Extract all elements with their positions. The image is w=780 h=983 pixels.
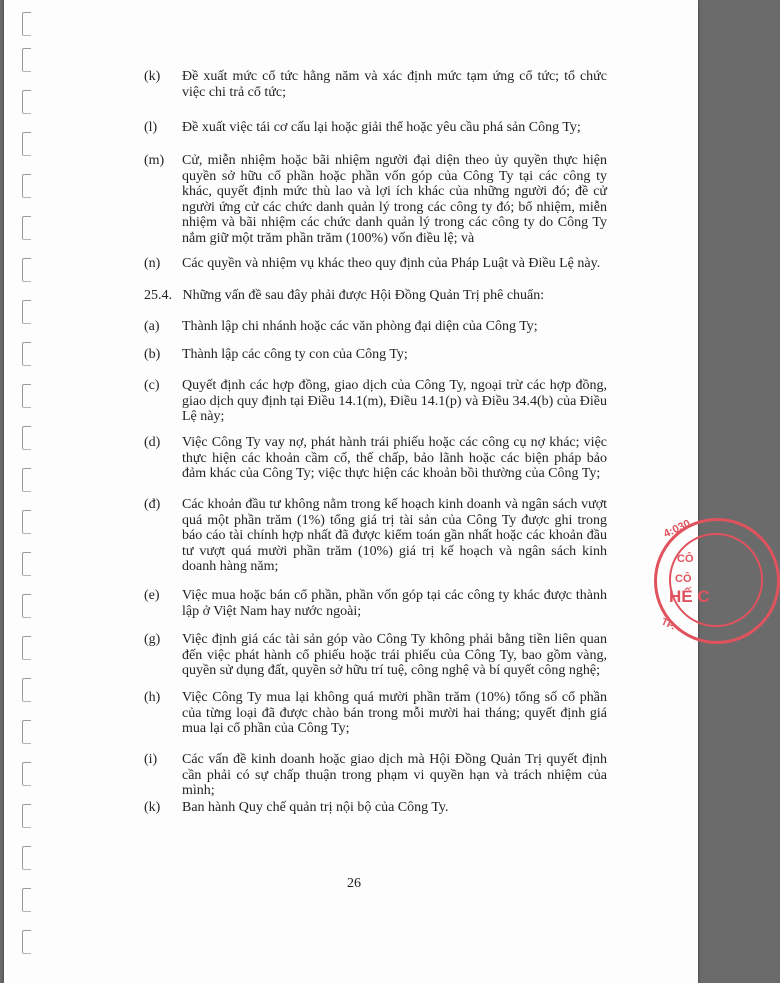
section-title: 25.4. Những vấn đề sau đây phải được Hội Đồng Quản Trị phê chuẩn: <box>144 288 545 303</box>
item-text: Các vấn đề kinh doanh hoặc giao dịch mà Hội Đồng Quản Trị quyết định cần phải có sự chấp thuận trong phạm vi quyền hạn và trách nhiệm của mình; <box>182 752 607 798</box>
item-label: (đ) <box>144 497 161 512</box>
binding-hole <box>22 258 31 282</box>
binding-hole <box>22 174 31 198</box>
item-label: (i) <box>144 752 158 767</box>
item-text: Việc Công Ty mua lại không quá mười phần trăm (10%) tổng số cổ phần của từng loại đã được chào bán trong mỗi mười hai tháng; quyết định giá mua lại cổ phần của Công Ty; <box>182 690 607 736</box>
binding-holes <box>18 0 34 983</box>
binding-hole <box>22 426 31 450</box>
item-text: Các khoản đầu tư không nằm trong kế hoạch kinh doanh và ngân sách vượt quá một phần trăm (1%) tổng giá trị tài sản của Công Ty được ghi trong báo cáo tài chính hợp nhất đã được kiểm toán gần nhất hoặc các khoản đầu tư vượt quá mười phần trăm (10%) giá trị kế hoạch và ngân sách kinh doanh hàng năm; <box>182 497 607 574</box>
company-seal-stamp <box>654 518 780 644</box>
seal-text: 4:030 <box>661 517 693 541</box>
binding-hole <box>22 762 31 786</box>
binding-hole <box>22 384 31 408</box>
item-text: Cử, miễn nhiệm hoặc bãi nhiệm người đại diện theo ủy quyền thực hiện quyền sở hữu cổ phần hoặc phần vốn góp của Công Ty tại các công ty khác, quyết định mức thù lao và lợi ích khác của những người đó; đề cử người ứng cử các chức danh quản lý trong các công ty đó; bổ nhiệm, miễn nhiệm và bãi nhiệm các chức danh quản lý trong các công ty do Công Ty nắm giữ một trăm phần trăm (100%) vốn điều lệ; và <box>182 153 607 246</box>
binding-hole <box>22 216 31 240</box>
binding-hole <box>22 300 31 324</box>
item-text: Đề xuất mức cổ tức hằng năm và xác định mức tạm ứng cổ tức; tổ chức việc chi trả cổ tức; <box>182 69 607 100</box>
binding-hole <box>22 930 31 954</box>
binding-hole <box>22 552 31 576</box>
item-label: (b) <box>144 347 161 362</box>
binding-hole <box>22 132 31 156</box>
item-label: (k) <box>144 800 161 815</box>
item-label: (c) <box>144 378 160 393</box>
seal-text: HẾ C <box>669 587 710 606</box>
seal-text: CÔ <box>677 553 694 565</box>
binding-hole <box>22 846 31 870</box>
item-label: (e) <box>144 588 160 603</box>
item-label: (m) <box>144 153 165 168</box>
item-text: Thành lập chi nhánh hoặc các văn phòng đại diện của Công Ty; <box>182 319 538 334</box>
item-text: Đề xuất việc tái cơ cấu lại hoặc giải thể hoặc yêu cầu phá sản Công Ty; <box>182 120 581 135</box>
page-number: 26 <box>347 876 361 891</box>
item-text: Việc định giá các tài sản góp vào Công Ty không phải bằng tiền liên quan đến việc phát hành cổ phiếu hoặc trái phiếu của Công Ty, bao gồm vàng, quyền sử dụng đất, quyền sở hữu trí tuệ, công nghệ và bí quyết công nghệ; <box>182 632 607 678</box>
binding-hole <box>22 342 31 366</box>
binding-hole <box>22 636 31 660</box>
binding-hole <box>22 468 31 492</box>
binding-hole <box>22 594 31 618</box>
item-label: (g) <box>144 632 161 647</box>
item-label: (n) <box>144 256 161 271</box>
binding-hole <box>22 12 31 36</box>
seal-text: TP. <box>659 616 677 633</box>
item-text: Việc Công Ty vay nợ, phát hành trái phiếu hoặc các công cụ nợ khác; việc thực hiện các khoản cầm cố, thế chấp, bảo lãnh hoặc các biện pháp bảo đảm khác của Công Ty; việc thực hiện các khoản bồi thường của Công Ty; <box>182 435 607 481</box>
item-text: Quyết định các hợp đồng, giao dịch của Công Ty, ngoại trừ các hợp đồng, giao dịch quy định tại Điều 14.1(m), Điều 14.1(p) và Điều 34.4(b) của Điều Lệ này; <box>182 378 607 424</box>
seal-text: CÔ <box>675 573 692 585</box>
item-label: (d) <box>144 435 161 450</box>
item-text: Việc mua hoặc bán cổ phần, phần vốn góp tại các công ty khác được thành lập ở Việt Nam hay nước ngoài; <box>182 588 607 619</box>
binding-hole <box>22 510 31 534</box>
item-text: Ban hành Quy chế quản trị nội bộ của Công Ty. <box>182 800 449 815</box>
binding-hole <box>22 720 31 744</box>
binding-hole <box>22 48 31 72</box>
binding-hole <box>22 804 31 828</box>
binding-hole <box>22 678 31 702</box>
document-page <box>4 0 710 983</box>
binding-hole <box>22 90 31 114</box>
binding-hole <box>22 888 31 912</box>
item-label: (a) <box>144 319 160 334</box>
item-label: (k) <box>144 69 161 84</box>
item-label: (h) <box>144 690 161 705</box>
item-label: (l) <box>144 120 158 135</box>
item-text: Các quyền và nhiệm vụ khác theo quy định của Pháp Luật và Điều Lệ này. <box>182 256 601 271</box>
item-text: Thành lập các công ty con của Công Ty; <box>182 347 408 362</box>
